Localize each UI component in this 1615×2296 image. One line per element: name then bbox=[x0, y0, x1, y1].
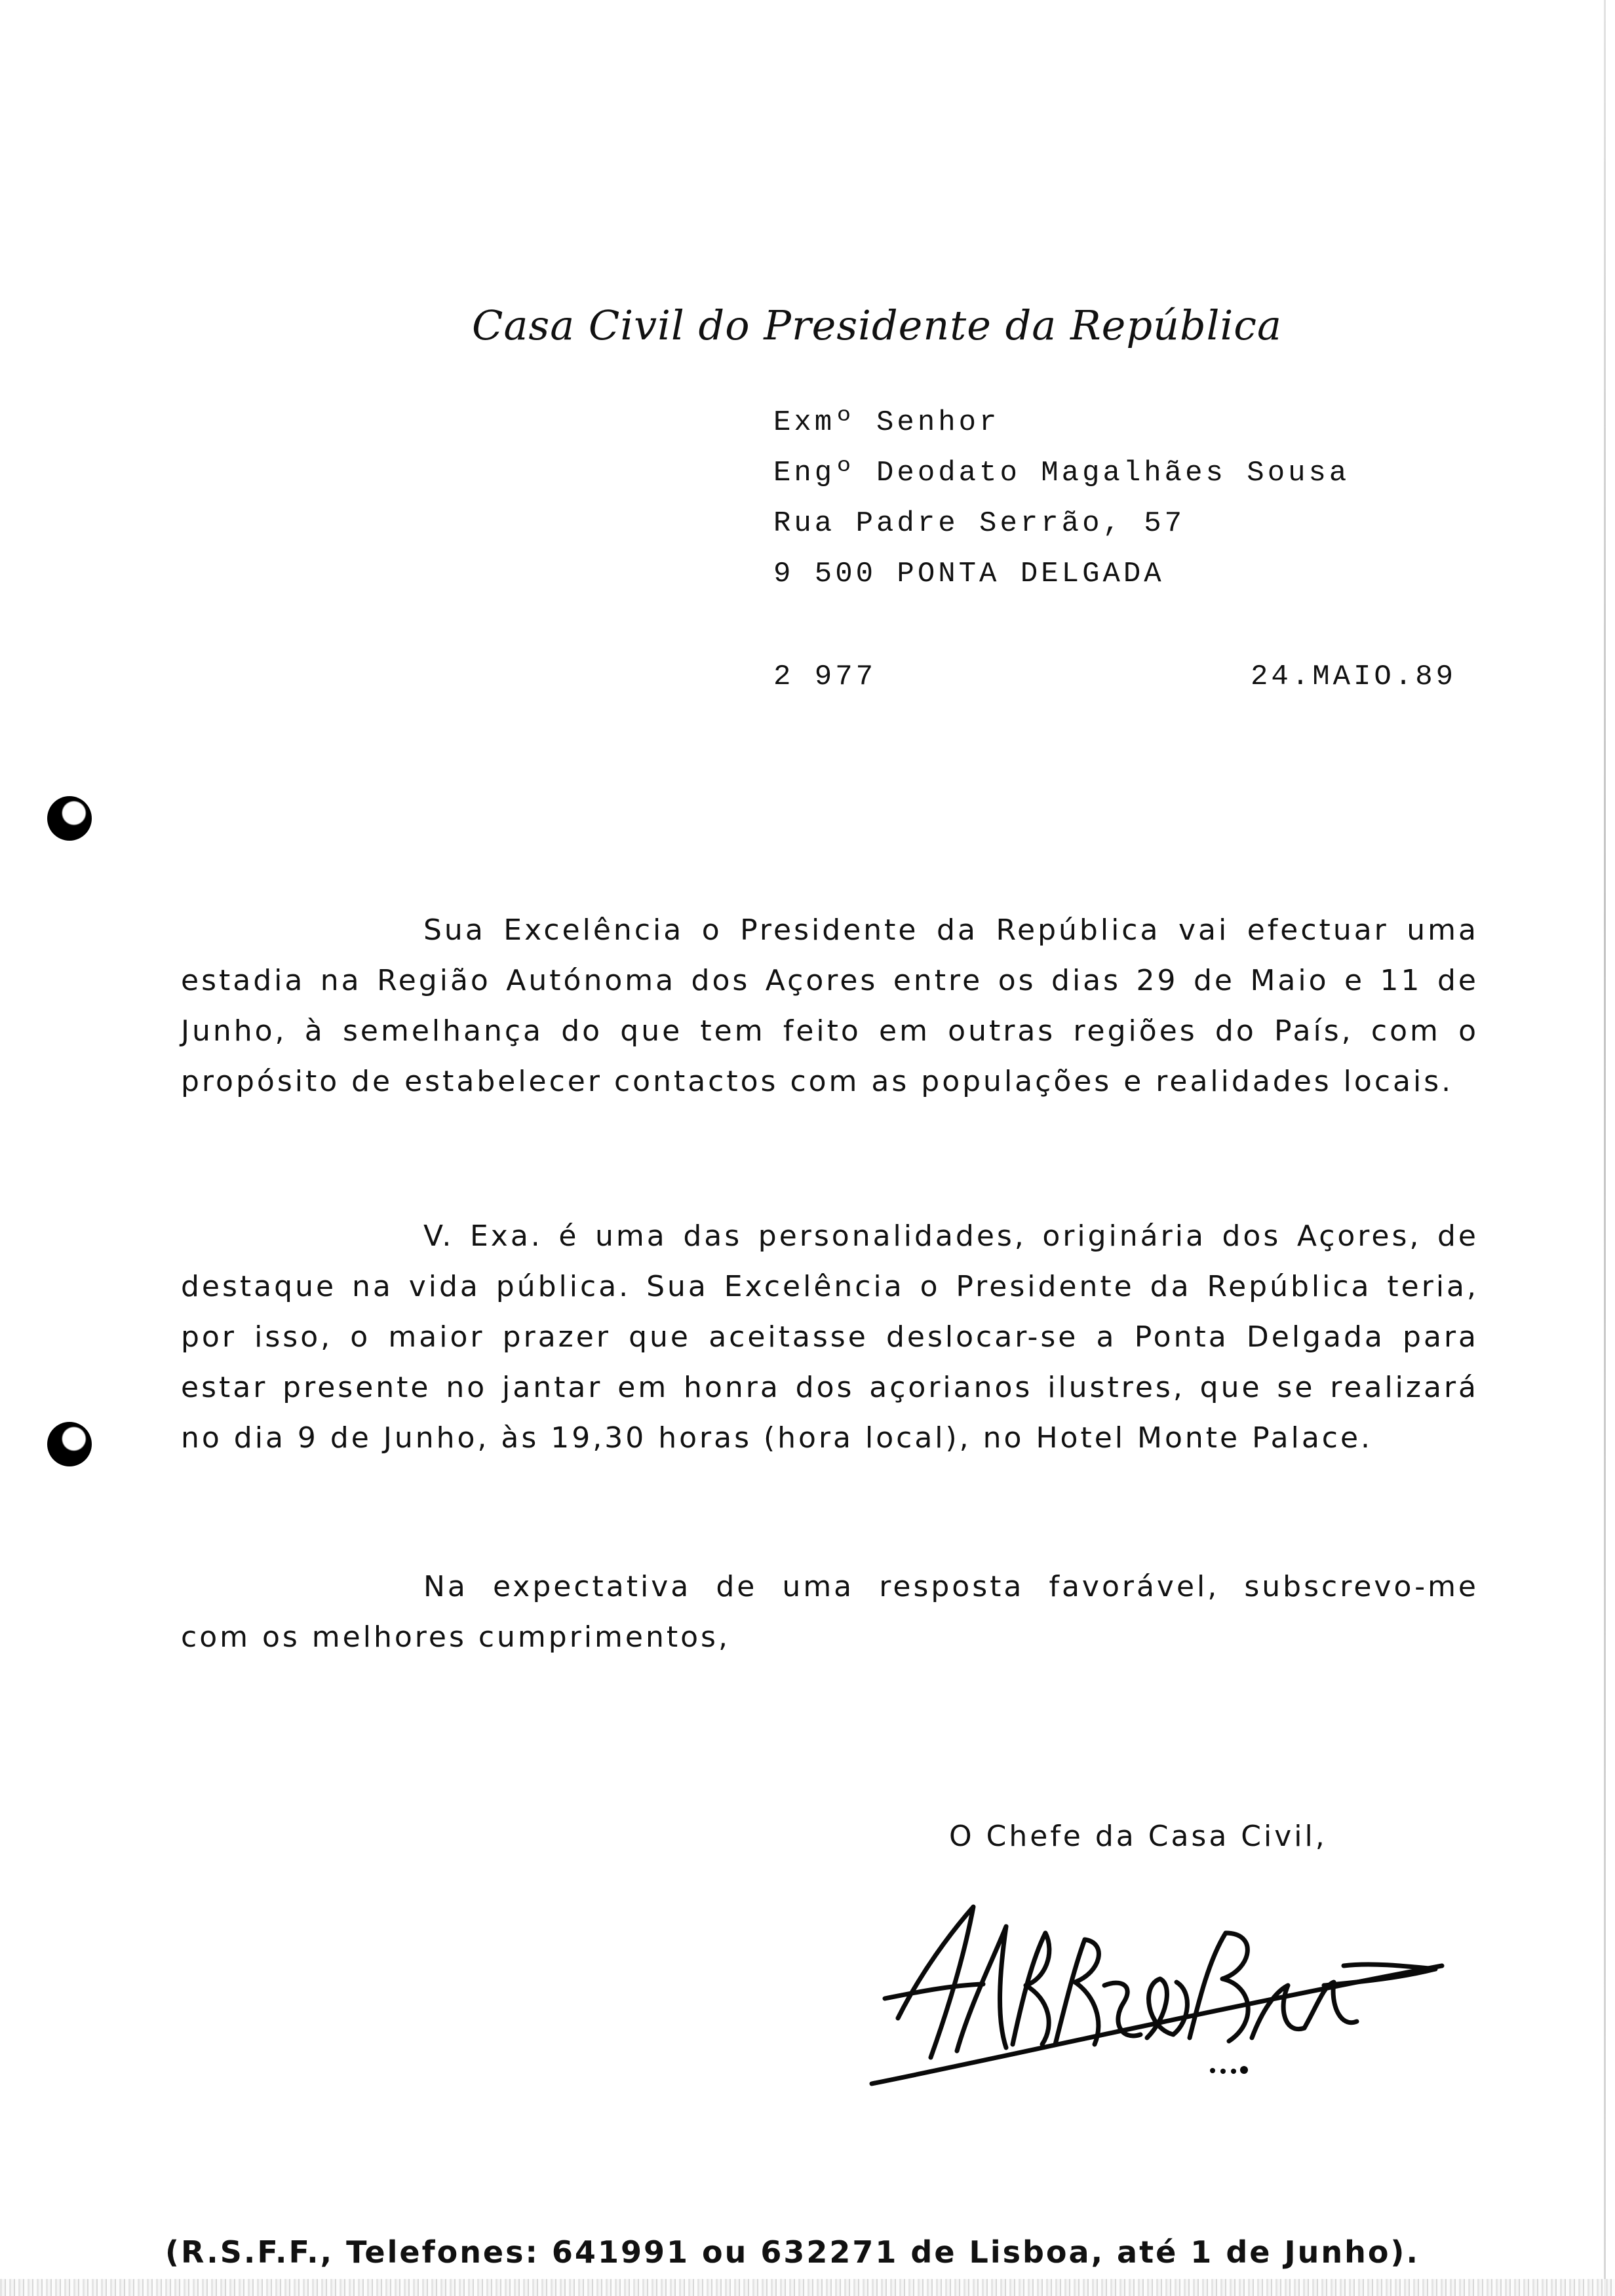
paragraph-2: V. Exa. é uma das personalidades, originária dos Açores, de destaque na vida pública. Sua Excelência o Presidente da República teria, por isso, o maior prazer que aceitasse deslocar-se a Ponta Delgada para estar presente no jantar em honra dos açorianos ilustres, que se realizará no dia 9 de Junho, às 19,30 horas (hora local), no Hotel Monte Palace. bbox=[181, 1219, 1479, 1455]
letter-date: 24.MAIO.89 bbox=[1251, 660, 1457, 693]
paragraph-3: Na expectativa de uma resposta favorável, subscrevo-me com os melhores cumprimentos, bbox=[181, 1570, 1479, 1654]
scan-edge-bottom bbox=[0, 2279, 1615, 2296]
recipient-salutation: Exmº Senhor bbox=[773, 406, 1000, 439]
closing-title: O Chefe da Casa Civil, bbox=[949, 1820, 1327, 1853]
paragraph-1: Sua Excelência o Presidente da República vai efectuar uma estadia na Região Autónoma dos Açores entre os dias 29 de Maio e 11 de Junho, à semelhança do que tem feito em outras regiões do País, com o propósito de estabelecer contactos com as populações e realidades locais. bbox=[181, 913, 1479, 1098]
recipient-name: Engº Deodato Magalhães Sousa bbox=[773, 457, 1350, 489]
recipient-street: Rua Padre Serrão, 57 bbox=[773, 507, 1186, 540]
letterhead: Casa Civil do Presidente da República bbox=[472, 301, 1282, 349]
signature bbox=[859, 1887, 1449, 2097]
reference-number: 2 977 bbox=[773, 660, 877, 693]
scan-edge-right bbox=[1604, 0, 1606, 2296]
punch-hole-top bbox=[47, 796, 92, 841]
footer-note: (R.S.F.F., Telefones: 641991 ou 632271 de Lisboa, até 1 de Junho). bbox=[165, 2234, 1420, 2270]
recipient-city: 9 500 PONTA DELGADA bbox=[773, 558, 1165, 590]
punch-hole-bottom bbox=[47, 1422, 92, 1466]
